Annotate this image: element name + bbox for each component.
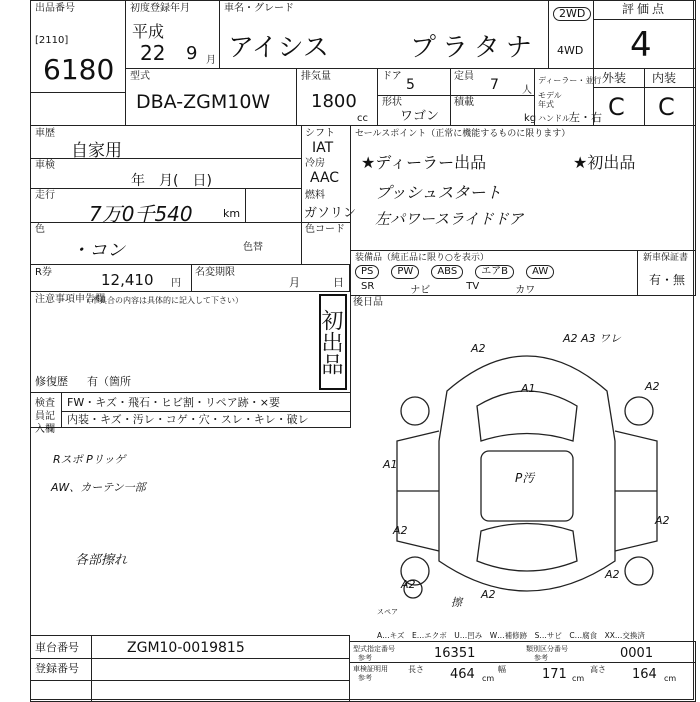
windshield (477, 391, 577, 441)
mark-2: A2 A3 ワレ (563, 332, 622, 345)
register-label: 登録番号 (35, 662, 79, 675)
color-change-label: 色替 (243, 242, 263, 253)
designation-value: 16351 (434, 646, 476, 661)
caution-label: 注意事項申告欄 (35, 294, 105, 305)
rear-right-wheel (625, 557, 653, 585)
interior-label: 内装 (652, 71, 677, 85)
color-value: ・コン (71, 240, 125, 261)
warranty-label: 新車保証書 (643, 253, 689, 263)
mark-5: A1 (383, 458, 398, 471)
recycle-amount: 12,410 (101, 271, 154, 289)
load-unit: kg (524, 113, 537, 124)
hand-note-2: AW、カーテン一部 (51, 481, 146, 494)
car-grade: プラタナ (410, 33, 538, 63)
rear-window (477, 524, 577, 572)
warranty-value: 有・無 (649, 273, 686, 287)
equip-sr: SR (361, 281, 375, 292)
reg-box (125, 0, 220, 69)
handle-label: ハンドル (538, 114, 570, 123)
fuel-value: ガソリン (304, 206, 357, 221)
first-listing-stamp: 初出品 (319, 294, 347, 390)
use-value: 自家用 (71, 141, 122, 161)
reg-month: 9 (186, 43, 198, 64)
recycle-label: R券 (35, 267, 52, 278)
designation-label: 型式指定番号 (353, 645, 395, 653)
recycle-box (30, 264, 350, 292)
shift-label: シフト (305, 128, 335, 139)
doors-value: 5 (406, 77, 415, 93)
front-right-wheel (625, 397, 653, 425)
equip-leather: カワ (515, 285, 536, 296)
diagram-legend: A…キズ E…エクボ U…凹み W…補修跡 S…サビ C…腐食 XX…交換済 (377, 631, 645, 640)
era: 平成 (132, 22, 165, 41)
inspection-value: 年 月( 日) (131, 173, 212, 189)
exterior-label: 外装 (602, 71, 627, 85)
shape-label: 形状 (382, 97, 402, 108)
history-box (30, 125, 302, 265)
mark-1: A2 (471, 342, 486, 355)
interior-line: 内装・キズ・汚レ・コゲ・穴・スレ・キレ・破レ (67, 413, 309, 426)
inspection-label: 車検 (35, 160, 55, 171)
width-value: 171 (542, 667, 567, 682)
sales-point-3: プッシュスタート (375, 183, 502, 202)
designation-ref: 参考 (358, 654, 372, 662)
handle-value: 左・右 (569, 111, 602, 124)
exterior-grade: C (608, 93, 625, 121)
cc-label: 排気量 (301, 71, 331, 82)
cc-box (296, 68, 378, 126)
color-label: 色 (35, 224, 45, 235)
mark-8: A2 (655, 514, 670, 527)
reg-month-unit: 月 (206, 55, 216, 66)
category-ref: 参考 (534, 654, 548, 662)
equip-ps: PS (355, 265, 379, 279)
spare-label: スペア (377, 608, 398, 616)
cert-label: 車検証明用 (353, 665, 388, 673)
footer-left (30, 635, 350, 702)
color-code-label: 色コード (305, 224, 345, 235)
chassis-value: ZGM10-0019815 (127, 640, 245, 656)
mechanics-box (301, 125, 357, 265)
cc-unit: cc (357, 113, 368, 124)
interior-grade: C (658, 93, 675, 121)
name-label: 車名・グレード (224, 3, 294, 14)
sales-point-4: 左パワースライドドア (375, 210, 524, 228)
later-label: 後日品 (353, 297, 383, 308)
seats-unit: 人 (522, 85, 532, 96)
sales-point-2: ★初出品 (573, 153, 636, 172)
score-box (593, 0, 696, 69)
height-label: 高さ (590, 665, 606, 674)
category-value: 0001 (620, 646, 654, 661)
equip-aw: AW (526, 265, 554, 279)
score-label: 評価点 (622, 2, 668, 16)
length-value: 464 (450, 667, 475, 682)
dealer-label: ディーラー・並行 (538, 76, 602, 85)
width-label: 幅 (498, 665, 506, 674)
drive-box (548, 0, 594, 69)
hand-note-3: 各部擦れ (75, 553, 128, 568)
lot-code: [2110] (35, 35, 69, 46)
mileage-value: 7万0千540 (89, 202, 193, 226)
use-label: 車歴 (35, 128, 55, 139)
model-year-label: モデル年式 (538, 91, 562, 109)
drive-2wd: 2WD (553, 7, 591, 21)
equipment-box (350, 250, 696, 296)
seats-value: 7 (490, 77, 499, 93)
sales-points-box (350, 125, 696, 251)
auction-sheet (30, 0, 694, 700)
mark-6: P汚 (515, 471, 535, 485)
length-unit: cm (482, 674, 495, 683)
cert-ref: 参考 (358, 674, 372, 682)
caution-box (30, 291, 351, 393)
category-label: 類別区分番号 (526, 645, 568, 653)
mark-9: A2 (401, 578, 416, 591)
repair-label: 修復歴 (35, 375, 68, 388)
mileage-label: 走行 (35, 190, 55, 201)
hand-note-1: Rスポ Pリッゲ (53, 453, 126, 466)
equip-abs: ABS (431, 265, 463, 279)
mileage-unit: km (223, 207, 241, 220)
footer-right (349, 641, 696, 702)
roof (481, 451, 573, 521)
nameplate-month: 月 (289, 276, 300, 289)
lot-label: 出品番号 (35, 3, 75, 14)
load-label: 積載 (454, 97, 474, 108)
name-box (219, 0, 549, 69)
mark-3: A1 (521, 382, 536, 395)
recycle-unit: 円 (171, 278, 181, 289)
nameplate-label: 名変期限 (195, 267, 235, 278)
repair-value: 有（箇所 (87, 375, 131, 388)
inspector-box (30, 392, 351, 435)
doors-label: ドア (382, 71, 402, 82)
score-value: 4 (630, 25, 652, 65)
caution-sub: （不具合の内容は具体的に記入して下さい） (83, 296, 243, 305)
mark-4: A2 (645, 380, 660, 393)
front-left-wheel (401, 397, 429, 425)
shape-value: ワゴン (400, 109, 440, 124)
mark-11: 擦 (451, 596, 462, 609)
mark-7: A2 (393, 524, 408, 537)
equipment-label: 装備品（純正品に限り○を表示） (355, 253, 489, 263)
sales-points-label: セールスポイント（正常に機能するものに限ります） (355, 129, 571, 139)
height-unit: cm (664, 674, 677, 683)
shift-value: IAT (312, 140, 334, 156)
sales-point-1: ★ディーラー出品 (361, 153, 487, 172)
reg-label: 初度登録年月 (130, 3, 190, 14)
body-box (377, 68, 535, 126)
lot-box (30, 0, 126, 93)
mark-10: A2 (605, 568, 620, 581)
equip-pw: PW (391, 265, 419, 279)
chassis-label: 車台番号 (35, 641, 79, 654)
model-box (125, 68, 297, 126)
width-unit: cm (572, 674, 585, 683)
reg-year: 22 (140, 41, 166, 65)
length-label: 長さ (408, 665, 424, 674)
ac-label: 冷房 (305, 158, 325, 169)
car-name: アイシス (228, 33, 329, 63)
equipment-row-bottom (361, 281, 535, 296)
lot-number: 6180 (43, 53, 115, 86)
fuel-label: 燃料 (305, 190, 325, 201)
equip-navi: ナビ (410, 285, 431, 296)
equipment-row-top (355, 265, 554, 279)
equip-tv: TV (466, 281, 480, 292)
seats-label: 定員 (454, 71, 474, 82)
model-value: DBA-ZGM10W (136, 91, 271, 113)
equip-airbag: エアB (475, 265, 514, 279)
inspector-label: 検査員記入欄 (35, 398, 55, 435)
model-label: 型式 (130, 71, 150, 82)
grade-box (593, 68, 696, 126)
height-value: 164 (632, 667, 657, 682)
nameplate-day: 日 (333, 276, 344, 289)
cc-value: 1800 (311, 91, 357, 112)
drive-4wd: 4WD (557, 44, 584, 57)
fw-line: FW・キズ・飛石・ヒビ割・リペア跡・×要 (67, 396, 280, 409)
ac-value: AAC (310, 170, 340, 186)
mark-12: A2 (481, 588, 496, 601)
